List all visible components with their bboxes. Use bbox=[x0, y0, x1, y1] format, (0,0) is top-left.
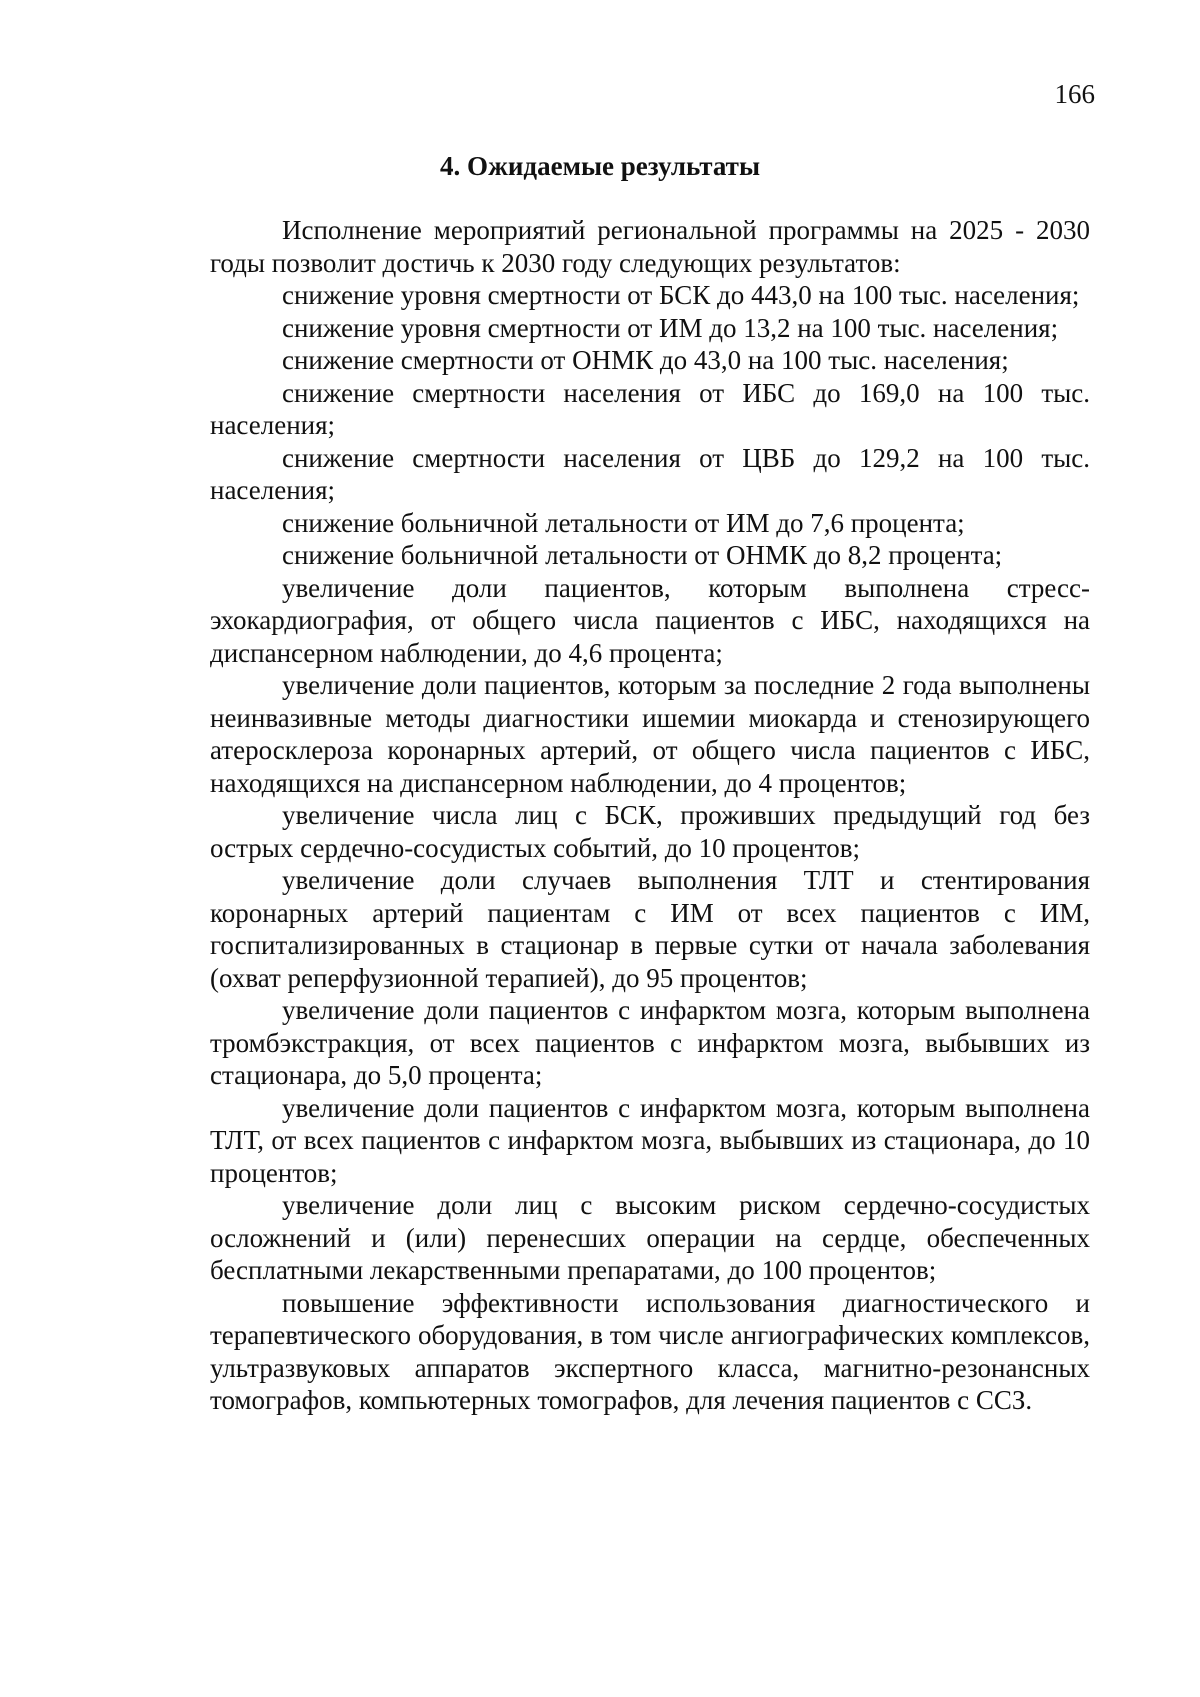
intro-paragraph: Исполнение мероприятий региональной программы на 2025 - 2030 годы позволит достичь к 2030 году следующих результатов: bbox=[210, 215, 1090, 278]
result-item-noninvasive-diagnostics: увеличение доли пациентов, которым за последние 2 года выполнены неинвазивные методы диагностики ишемии миокарда и стенозирующего атеросклероза коронарных артерий, от общего числа пациентов с ИБС, находящихся на диспансерном наблюдении, до 4 процентов; bbox=[210, 670, 1090, 798]
result-item-im-mortality: снижение уровня смертности от ИМ до 13,2 на 100 тыс. населения; bbox=[282, 312, 1059, 343]
result-item-ibs-mortality: снижение смертности населения от ИБС до 169,0 на 100 тыс. населения; bbox=[210, 377, 1090, 440]
result-item-bsk-mortality: снижение уровня смертности от БСК до 443,0 на 100 тыс. населения; bbox=[282, 280, 1080, 310]
result-item-reperfusion: увеличение доли случаев выполнения ТЛТ и стентирования коронарных артерий пациентам с ИМ от всех пациентов с ИМ, госпитализированных в стационар в первые сутки от начала заболевания (охват реперфузионной терапией), до 95 процентов; bbox=[210, 865, 1090, 993]
result-item-cvb-mortality: снижение смертности населения от ЦВБ до 129,2 на 100 тыс. населения; bbox=[210, 442, 1090, 505]
result-item-free-medication: увеличение доли лиц с высоким риском сердечно-сосудистых осложнений и (или) перенесших операции на сердце, обеспеченных бесплатными лекарственными препаратами, до 100 процентов; bbox=[210, 1190, 1090, 1285]
result-item-stress-echo: увеличение доли пациентов, которым выполнена стресс-эхокардиография, от общего числа пациентов с ИБС, находящихся на диспансерном наблюдении, до 4,6 процента; bbox=[210, 572, 1090, 668]
section-heading: 4. Ожидаемые результаты bbox=[439, 151, 761, 181]
result-item-onmk-mortality: снижение смертности от ОНМК до 43,0 на 100 тыс. населения; bbox=[282, 345, 1009, 375]
page-number: 166 bbox=[1054, 79, 1095, 109]
result-item-bsk-survivors: увеличение числа лиц с БСК, проживших предыдущий год без острых сердечно-сосудистых событий, до 10 процентов; bbox=[210, 800, 1090, 863]
result-item-thrombectomy: увеличение доли пациентов с инфарктом мозга, которым выполнена тромбэкстракция, от всех пациентов с инфарктом мозга, выбывших из стационара, до 5,0 процента; bbox=[210, 995, 1090, 1090]
result-item-tlt-stroke: увеличение доли пациентов с инфарктом мозга, которым выполнена ТЛТ, от всех пациентов с инфарктом мозга, выбывших из стационара, до 10 процентов; bbox=[210, 1092, 1090, 1188]
result-item-onmk-lethality: снижение больничной летальности от ОНМК до 8,2 процента; bbox=[282, 540, 1003, 570]
result-item-im-lethality: снижение больничной летальности от ИМ до 7,6 процента; bbox=[282, 507, 965, 538]
document-body bbox=[210, 214, 1090, 1417]
result-item-equipment-efficiency: повышение эффективности использования диагностического и терапевтического оборудования, в том числе ангиографических комплексов, ультразвуковых аппаратов экспертного класса, магнитно-резонансных томографов, компьютерных томографов, для лечения пациентов с ССЗ. bbox=[210, 1287, 1090, 1415]
